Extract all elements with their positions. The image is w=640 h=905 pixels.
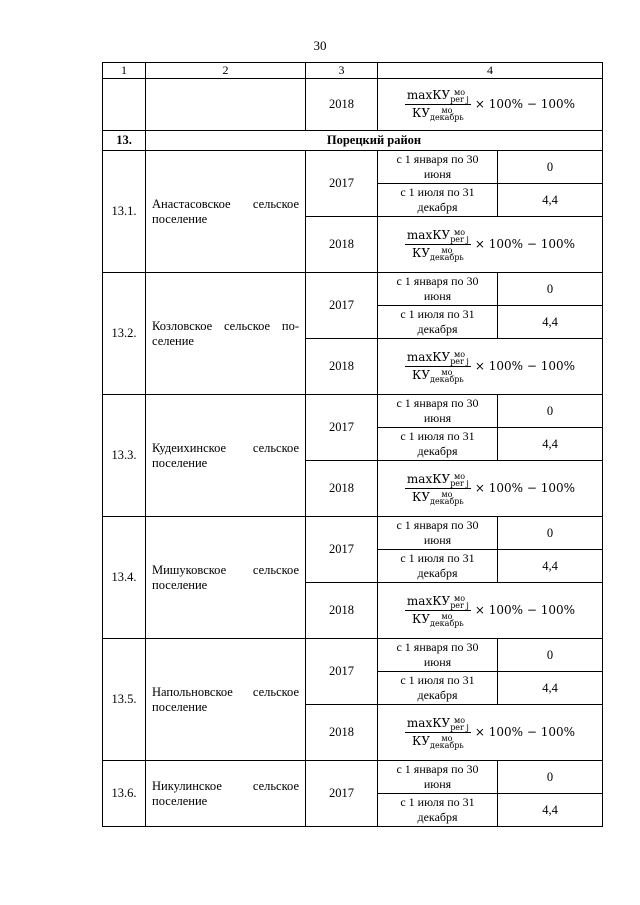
district-year-1: 2017 <box>306 761 378 827</box>
denominator-text: КУ <box>412 490 431 504</box>
numerator-sub: per j <box>450 600 469 610</box>
cont-name-cell <box>146 79 306 131</box>
district-year-1: 2017 <box>306 273 378 339</box>
numerator-sub: per j <box>450 234 469 244</box>
district-name: Мишуковское сельское поселение <box>146 517 306 639</box>
district-name: Козловское сельское по-селение <box>146 273 306 395</box>
header-row <box>103 63 603 79</box>
denominator-indices <box>430 491 464 505</box>
denominator-sub: декабрь <box>430 112 464 122</box>
formula-rest: × 100% − 100% <box>474 725 576 739</box>
numerator-indices <box>450 473 469 487</box>
denominator-sub: декабрь <box>430 496 464 506</box>
period-first-half: с 1 января по 30 июня <box>378 761 498 794</box>
formula-fraction <box>405 350 471 383</box>
formula-fraction <box>405 594 471 627</box>
district-formula <box>378 461 603 517</box>
value-second-half: 4,4 <box>498 184 603 217</box>
numerator-text: maxКУ <box>406 350 451 364</box>
period-second-half: с 1 июля по 31 декабря <box>378 550 498 583</box>
formula-rest: × 100% − 100% <box>474 359 576 373</box>
district-row <box>103 517 603 550</box>
value-second-half: 4,4 <box>498 550 603 583</box>
numerator-sup: мо <box>454 87 466 97</box>
district-number: 13.4. <box>103 517 146 639</box>
district-row <box>103 151 603 184</box>
period-first-half: с 1 января по 30 июня <box>378 273 498 306</box>
denominator-text: КУ <box>412 106 431 120</box>
denominator-text: КУ <box>412 612 431 626</box>
cont-num-cell <box>103 79 146 131</box>
formula <box>405 594 575 627</box>
formula-rest: × 100% − 100% <box>474 481 576 495</box>
period-first-half: с 1 января по 30 июня <box>378 639 498 672</box>
numerator-indices <box>450 89 469 103</box>
district-year-2: 2018 <box>306 583 378 639</box>
denominator-sup: мо <box>441 245 453 255</box>
formula-denominator <box>410 611 466 627</box>
formula <box>405 350 575 383</box>
period-first-half: с 1 января по 30 июня <box>378 517 498 550</box>
value-first-half: 0 <box>498 151 603 184</box>
numerator-sub: per j <box>450 94 469 104</box>
numerator-indices <box>450 229 469 243</box>
district-row <box>103 395 603 428</box>
formula-rest: × 100% − 100% <box>474 237 576 251</box>
numerator-sub: per j <box>450 722 469 732</box>
period-second-half: с 1 июля по 31 декабря <box>378 428 498 461</box>
district-name: Напольновское сельское поселение <box>146 639 306 761</box>
tariff-table <box>102 62 603 827</box>
denominator-sup: мо <box>441 367 453 377</box>
formula-rest: × 100% − 100% <box>474 603 576 617</box>
formula-denominator <box>410 367 466 383</box>
district-number: 13.3. <box>103 395 146 517</box>
header-col-1: 1 <box>103 63 146 79</box>
district-number: 13.1. <box>103 151 146 273</box>
page-number: 30 <box>313 38 327 53</box>
continuation-row <box>103 79 603 131</box>
section-number: 13. <box>103 131 146 151</box>
value-first-half: 0 <box>498 395 603 428</box>
value-second-half: 4,4 <box>498 306 603 339</box>
denominator-sub: декабрь <box>430 618 464 628</box>
numerator-text: maxКУ <box>406 594 451 608</box>
value-second-half: 4,4 <box>498 428 603 461</box>
district-year-1: 2017 <box>306 517 378 583</box>
district-formula <box>378 583 603 639</box>
district-year-2: 2018 <box>306 339 378 395</box>
denominator-sub: декабрь <box>430 252 464 262</box>
numerator-sup: мо <box>454 227 466 237</box>
header-col-3: 3 <box>306 63 378 79</box>
header-col-4: 4 <box>378 63 603 79</box>
denominator-indices <box>430 247 464 261</box>
formula-fraction <box>405 228 471 261</box>
district-year-1: 2017 <box>306 395 378 461</box>
formula-numerator <box>405 472 471 489</box>
value-second-half: 4,4 <box>498 794 603 827</box>
district-name: Никулинское сельское поселение <box>146 761 306 827</box>
denominator-sup: мо <box>441 611 453 621</box>
numerator-sup: мо <box>454 349 466 359</box>
value-first-half: 0 <box>498 761 603 794</box>
district-row <box>103 761 603 794</box>
numerator-text: maxКУ <box>406 88 451 102</box>
district-name: Анастасовское сельское поселение <box>146 151 306 273</box>
numerator-sup: мо <box>454 593 466 603</box>
numerator-sub: per j <box>450 478 469 488</box>
formula-numerator <box>405 88 471 105</box>
district-number: 13.2. <box>103 273 146 395</box>
numerator-sub: per j <box>450 356 469 366</box>
value-first-half: 0 <box>498 639 603 672</box>
denominator-text: КУ <box>412 734 431 748</box>
period-second-half: с 1 июля по 31 декабря <box>378 794 498 827</box>
formula <box>405 472 575 505</box>
formula-denominator <box>410 489 466 505</box>
formula-denominator <box>410 105 466 121</box>
numerator-sup: мо <box>454 715 466 725</box>
district-year-2: 2018 <box>306 217 378 273</box>
header-col-2: 2 <box>146 63 306 79</box>
formula-rest: × 100% − 100% <box>474 97 576 111</box>
district-year-2: 2018 <box>306 705 378 761</box>
value-first-half: 0 <box>498 517 603 550</box>
district-year-1: 2017 <box>306 151 378 217</box>
district-year-2: 2018 <box>306 461 378 517</box>
numerator-text: maxКУ <box>406 472 451 486</box>
denominator-sub: декабрь <box>430 740 464 750</box>
formula-numerator <box>405 594 471 611</box>
district-formula <box>378 705 603 761</box>
denominator-sup: мо <box>441 489 453 499</box>
numerator-indices <box>450 595 469 609</box>
cont-formula <box>378 79 603 131</box>
denominator-text: КУ <box>412 246 431 260</box>
denominator-sub: декабрь <box>430 374 464 384</box>
denominator-indices <box>430 735 464 749</box>
formula-numerator <box>405 716 471 733</box>
denominator-indices <box>430 613 464 627</box>
district-formula <box>378 339 603 395</box>
formula-fraction <box>405 716 471 749</box>
formula-denominator <box>410 245 466 261</box>
denominator-indices <box>430 107 464 121</box>
period-second-half: с 1 июля по 31 декабря <box>378 184 498 217</box>
value-first-half: 0 <box>498 273 603 306</box>
district-name: Кудеихинское сельское поселение <box>146 395 306 517</box>
district-row <box>103 639 603 672</box>
formula-denominator <box>410 733 466 749</box>
formula-numerator <box>405 228 471 245</box>
district-row <box>103 273 603 306</box>
denominator-sup: мо <box>441 733 453 743</box>
numerator-text: maxКУ <box>406 228 451 242</box>
formula-numerator <box>405 350 471 367</box>
district-year-1: 2017 <box>306 639 378 705</box>
denominator-text: КУ <box>412 368 431 382</box>
district-formula <box>378 217 603 273</box>
period-second-half: с 1 июля по 31 декабря <box>378 672 498 705</box>
numerator-text: maxКУ <box>406 716 451 730</box>
section-row <box>103 131 603 151</box>
district-number: 13.5. <box>103 639 146 761</box>
numerator-indices <box>450 717 469 731</box>
denominator-indices <box>430 369 464 383</box>
section-title: Порецкий район <box>146 131 603 151</box>
formula <box>405 228 575 261</box>
denominator-sup: мо <box>441 105 453 115</box>
period-first-half: с 1 января по 30 июня <box>378 395 498 428</box>
numerator-indices <box>450 351 469 365</box>
period-first-half: с 1 января по 30 июня <box>378 151 498 184</box>
value-second-half: 4,4 <box>498 672 603 705</box>
formula <box>405 88 575 121</box>
cont-year: 2018 <box>306 79 378 131</box>
district-number: 13.6. <box>103 761 146 827</box>
numerator-sup: мо <box>454 471 466 481</box>
period-second-half: с 1 июля по 31 декабря <box>378 306 498 339</box>
formula-fraction <box>405 88 471 121</box>
formula <box>405 716 575 749</box>
formula-fraction <box>405 472 471 505</box>
